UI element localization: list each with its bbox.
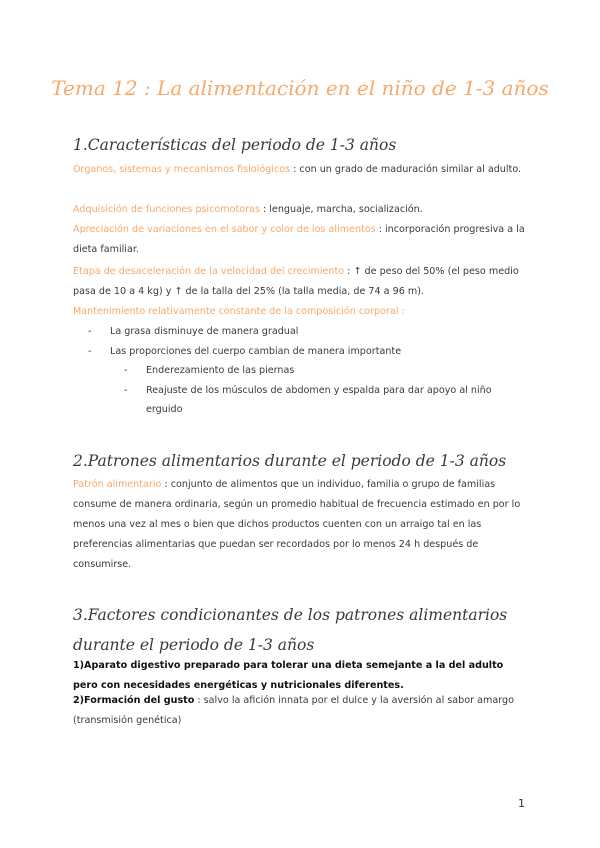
bullet-text: Las proporciones del cuerpo cambian de manera importante <box>110 346 402 357</box>
paragraph-text: : conjunto de alimentos que un individuo, familia o grupo de familias consume de manera ordinaria, según un promedio habitual de frecuencia estimado en por lo menos una vez al mes o bien que dichos productos cuenten con un arraigo tal en las preferencias alimentarias que puedan ser recordados por lo menos 24 h después de consumirse. <box>73 479 521 570</box>
section-2-heading: 2.Patrones alimentarios durante el periodo de 1-3 años <box>73 452 507 470</box>
dash-marker: - <box>124 365 128 376</box>
sub-bullet-item <box>124 361 531 380</box>
bullet-text: Enderezamiento de las piernas <box>146 365 295 376</box>
page-title: Tema 12 : La alimentación en el niño de 1-3 años <box>51 76 549 100</box>
bullet-item <box>88 322 530 341</box>
paragraph-text: : ↑ de peso del 50% (el peso medio pasa de 10 a 4 kg) y ↑ de la talla del 25% (la talla media, de 74 a 96 m). <box>73 266 519 297</box>
paragraph-label: Adquisición de funciones psicomotoras <box>73 204 260 215</box>
paragraph-text: : con un grado de maduración similar al adulto. <box>290 164 522 175</box>
paragraph-label: Mantenimiento relativamente constante de la composición corporal <box>73 306 399 317</box>
sub-bullet-item <box>124 381 531 419</box>
paragraph-text: : lenguaje, marcha, socialización. <box>259 204 423 215</box>
section-3-paragraph-2 <box>73 691 528 731</box>
dash-marker: - <box>88 346 92 357</box>
paragraph-label: Apreciación de variaciones en el sabor y color de los alimentos <box>73 224 376 235</box>
section-1-paragraph-5 <box>73 302 528 322</box>
section-3-heading: 3.Factores condicionantes de los patrones alimentarios durante el periodo de 1-3 años <box>73 606 508 654</box>
dash-marker: - <box>88 326 92 337</box>
section-2-paragraph-1 <box>73 475 528 575</box>
page-number: 1 <box>518 797 525 810</box>
paragraph-label: Patrón alimentario <box>73 479 162 490</box>
paragraph-bold-label: 2)Formación del gusto <box>73 695 195 706</box>
paragraph-label: Órganos, sistemas y mecanismos fisiológicos <box>73 164 291 175</box>
section-1-paragraph-2 <box>73 200 528 220</box>
bullet-text: La grasa disminuye de manera gradual <box>110 326 299 337</box>
paragraph-text: : salvo la afición innata por el dulce y la aversión al sabor amargo (transmisión genética) <box>73 695 514 726</box>
bullet-item <box>88 342 530 361</box>
paragraph-text: : incorporación progresiva a la dieta familiar. <box>73 224 525 255</box>
paragraph-label: Etapa de desaceleración de la velocidad del crecimiento <box>73 266 345 277</box>
paragraph-bold-text: 1)Aparato digestivo preparado para tolerar una dieta semejante a la del adulto pero con necesidades energéticas y nutricionales diferentes. <box>73 660 504 691</box>
dash-marker: - <box>124 385 128 396</box>
bullet-text: Reajuste de los músculos de abdomen y espalda para dar apoyo al niño erguido <box>146 385 492 415</box>
paragraph-text: : <box>398 306 405 317</box>
section-1-paragraph-4 <box>73 262 528 302</box>
section-1-paragraph-1 <box>73 160 528 180</box>
section-3-paragraph-1 <box>73 656 528 696</box>
section-1-heading: 1.Características del periodo de 1-3 años <box>73 136 397 154</box>
section-1-paragraph-3 <box>73 220 528 260</box>
